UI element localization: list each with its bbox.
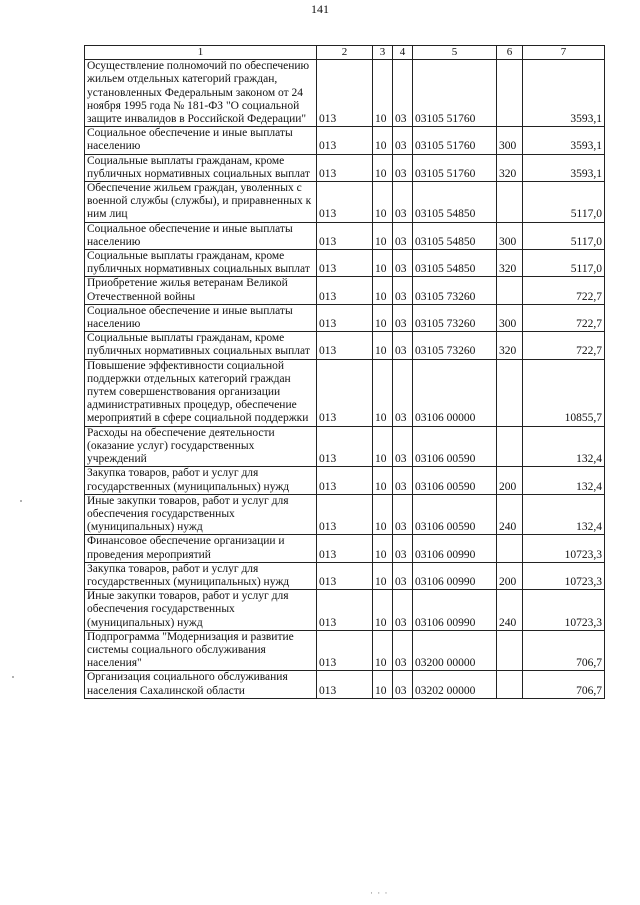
- page-number: 141: [311, 2, 329, 16]
- cell-section: 10: [373, 590, 393, 631]
- cell-expense-type: [497, 60, 523, 127]
- cell-section: 10: [373, 250, 393, 277]
- cell-amount: 3593,1: [523, 127, 605, 154]
- table-row: [85, 60, 605, 127]
- cell-name: Закупка товаров, работ и услуг для государственных (муниципальных) нужд: [85, 467, 317, 494]
- cell-expense-type: [497, 535, 523, 562]
- table-row: [85, 467, 605, 494]
- cell-amount: 3593,1: [523, 60, 605, 127]
- cell-expense-type: 200: [497, 467, 523, 494]
- cell-target-article: 03105 73260: [413, 304, 497, 331]
- cell-ministry-code: 013: [317, 494, 373, 535]
- cell-expense-type: [497, 426, 523, 467]
- cell-name: Социальное обеспечение и иные выплаты населению: [85, 127, 317, 154]
- cell-ministry-code: 013: [317, 562, 373, 589]
- table-row: [85, 304, 605, 331]
- cell-ministry-code: 013: [317, 359, 373, 426]
- cell-section: 10: [373, 222, 393, 249]
- cell-ministry-code: 013: [317, 590, 373, 631]
- cell-name: Финансовое обеспечение организации и проведения мероприятий: [85, 535, 317, 562]
- cell-amount: 132,4: [523, 467, 605, 494]
- cell-section: 10: [373, 359, 393, 426]
- table-row: [85, 277, 605, 304]
- table-row: [85, 127, 605, 154]
- cell-name: Повышение эффективности социальной поддержки отдельных категорий граждан путем совершенствования организации административных процедур, обеспечение мероприятий в сфере социальной поддержки: [85, 359, 317, 426]
- cell-name: Приобретение жилья ветеранам Великой Отечественной войны: [85, 277, 317, 304]
- cell-subsection: 03: [393, 250, 413, 277]
- cell-subsection: 03: [393, 277, 413, 304]
- cell-amount: 722,7: [523, 277, 605, 304]
- cell-expense-type: 300: [497, 222, 523, 249]
- table-row: [85, 671, 605, 698]
- cell-section: 10: [373, 332, 393, 359]
- cell-section: 10: [373, 426, 393, 467]
- cell-amount: 10723,3: [523, 535, 605, 562]
- cell-ministry-code: 013: [317, 60, 373, 127]
- cell-section: 10: [373, 154, 393, 181]
- cell-name: Иные закупки товаров, работ и услуг для обеспечения государственных (муниципальных) нужд: [85, 590, 317, 631]
- cell-expense-type: 300: [497, 304, 523, 331]
- cell-section: 10: [373, 467, 393, 494]
- header-col-4: 4: [393, 46, 413, 60]
- cell-subsection: 03: [393, 127, 413, 154]
- header-col-3: 3: [373, 46, 393, 60]
- table-row: [85, 630, 605, 671]
- cell-amount: 722,7: [523, 304, 605, 331]
- cell-section: 10: [373, 535, 393, 562]
- cell-amount: 5117,0: [523, 222, 605, 249]
- table-row: [85, 494, 605, 535]
- cell-target-article: 03106 00590: [413, 426, 497, 467]
- cell-name: Осуществление полномочий по обеспечению жильем отдельных категорий граждан, установленных Федеральным законом от 24 ноября 1995 года № 181-ФЗ "О социальной защите инвалидов в Российской Федерации": [85, 60, 317, 127]
- cell-ministry-code: 013: [317, 182, 373, 223]
- cell-section: 10: [373, 60, 393, 127]
- cell-target-article: 03106 00000: [413, 359, 497, 426]
- cell-subsection: 03: [393, 60, 413, 127]
- cell-section: 10: [373, 494, 393, 535]
- cell-target-article: 03200 00000: [413, 630, 497, 671]
- cell-ministry-code: 013: [317, 250, 373, 277]
- cell-subsection: 03: [393, 182, 413, 223]
- cell-name: Закупка товаров, работ и услуг для государственных (муниципальных) нужд: [85, 562, 317, 589]
- cell-amount: 706,7: [523, 671, 605, 698]
- table-row: [85, 359, 605, 426]
- cell-section: 10: [373, 277, 393, 304]
- table-row: [85, 182, 605, 223]
- cell-subsection: 03: [393, 304, 413, 331]
- cell-section: 10: [373, 630, 393, 671]
- cell-target-article: 03106 00990: [413, 535, 497, 562]
- table-row: [85, 590, 605, 631]
- cell-ministry-code: 013: [317, 535, 373, 562]
- table-row: [85, 222, 605, 249]
- cell-expense-type: [497, 671, 523, 698]
- cell-ministry-code: 013: [317, 332, 373, 359]
- cell-target-article: 03105 51760: [413, 60, 497, 127]
- cell-ministry-code: 013: [317, 304, 373, 331]
- header-col-1: 1: [85, 46, 317, 60]
- cell-subsection: 03: [393, 222, 413, 249]
- cell-name: Иные закупки товаров, работ и услуг для обеспечения государственных (муниципальных) нужд: [85, 494, 317, 535]
- cell-target-article: 03105 51760: [413, 127, 497, 154]
- cell-section: 10: [373, 671, 393, 698]
- cell-amount: 5117,0: [523, 182, 605, 223]
- cell-ministry-code: 013: [317, 127, 373, 154]
- cell-name: Социальное обеспечение и иные выплаты населению: [85, 222, 317, 249]
- cell-target-article: 03106 00990: [413, 590, 497, 631]
- cell-target-article: 03105 54850: [413, 182, 497, 223]
- cell-expense-type: 300: [497, 127, 523, 154]
- table-row: [85, 332, 605, 359]
- cell-amount: 132,4: [523, 494, 605, 535]
- cell-section: 10: [373, 182, 393, 223]
- cell-amount: 10723,3: [523, 590, 605, 631]
- cell-amount: 10855,7: [523, 359, 605, 426]
- cell-name: Социальные выплаты гражданам, кроме публичных нормативных социальных выплат: [85, 250, 317, 277]
- cell-expense-type: [497, 182, 523, 223]
- cell-expense-type: 320: [497, 332, 523, 359]
- cell-amount: 722,7: [523, 332, 605, 359]
- cell-name: Социальное обеспечение и иные выплаты населению: [85, 304, 317, 331]
- table-row: [85, 426, 605, 467]
- table-row: [85, 535, 605, 562]
- cell-expense-type: [497, 277, 523, 304]
- cell-subsection: 03: [393, 671, 413, 698]
- cell-target-article: 03105 54850: [413, 250, 497, 277]
- budget-table: [84, 45, 605, 699]
- cell-expense-type: [497, 359, 523, 426]
- cell-subsection: 03: [393, 494, 413, 535]
- cell-amount: 706,7: [523, 630, 605, 671]
- cell-amount: 5117,0: [523, 250, 605, 277]
- cell-ministry-code: 013: [317, 154, 373, 181]
- cell-subsection: 03: [393, 467, 413, 494]
- cell-target-article: 03105 73260: [413, 277, 497, 304]
- cell-ministry-code: 013: [317, 222, 373, 249]
- table-row: [85, 250, 605, 277]
- cell-name: Обеспечение жильем граждан, уволенных с военной службы (службы), и приравненных к ним лиц: [85, 182, 317, 223]
- cell-expense-type: 240: [497, 494, 523, 535]
- cell-subsection: 03: [393, 332, 413, 359]
- cell-name: Социальные выплаты гражданам, кроме публичных нормативных социальных выплат: [85, 154, 317, 181]
- cell-target-article: 03106 00590: [413, 467, 497, 494]
- cell-subsection: 03: [393, 562, 413, 589]
- cell-ministry-code: 013: [317, 467, 373, 494]
- header-col-6: 6: [497, 46, 523, 60]
- cell-name: Социальные выплаты гражданам, кроме публичных нормативных социальных выплат: [85, 332, 317, 359]
- cell-target-article: 03105 51760: [413, 154, 497, 181]
- cell-amount: 10723,3: [523, 562, 605, 589]
- cell-target-article: 03106 00990: [413, 562, 497, 589]
- cell-ministry-code: 013: [317, 630, 373, 671]
- cell-subsection: 03: [393, 154, 413, 181]
- scan-speck: [12, 676, 14, 678]
- cell-amount: 3593,1: [523, 154, 605, 181]
- table-row: [85, 562, 605, 589]
- cell-ministry-code: 013: [317, 671, 373, 698]
- header-col-7: 7: [523, 46, 605, 60]
- cell-section: 10: [373, 127, 393, 154]
- cell-subsection: 03: [393, 590, 413, 631]
- cell-expense-type: [497, 630, 523, 671]
- cell-target-article: 03105 73260: [413, 332, 497, 359]
- cell-target-article: 03106 00590: [413, 494, 497, 535]
- cell-target-article: 03105 54850: [413, 222, 497, 249]
- cell-name: Расходы на обеспечение деятельности (оказание услуг) государственных учреждений: [85, 426, 317, 467]
- cell-section: 10: [373, 304, 393, 331]
- cell-name: Организация социального обслуживания населения Сахалинской области: [85, 671, 317, 698]
- cell-name: Подпрограмма "Модернизация и развитие системы социального обслуживания населения": [85, 630, 317, 671]
- bleed-through-mark: · · ·: [370, 888, 389, 898]
- cell-target-article: 03202 00000: [413, 671, 497, 698]
- cell-ministry-code: 013: [317, 277, 373, 304]
- header-col-5: 5: [413, 46, 497, 60]
- header-col-2: 2: [317, 46, 373, 60]
- cell-expense-type: 240: [497, 590, 523, 631]
- cell-expense-type: 320: [497, 250, 523, 277]
- cell-amount: 132,4: [523, 426, 605, 467]
- table-row: [85, 154, 605, 181]
- cell-subsection: 03: [393, 359, 413, 426]
- cell-expense-type: 200: [497, 562, 523, 589]
- scan-speck: [20, 500, 22, 502]
- header-row: [85, 46, 605, 60]
- cell-ministry-code: 013: [317, 426, 373, 467]
- cell-subsection: 03: [393, 535, 413, 562]
- cell-expense-type: 320: [497, 154, 523, 181]
- cell-section: 10: [373, 562, 393, 589]
- cell-subsection: 03: [393, 426, 413, 467]
- cell-subsection: 03: [393, 630, 413, 671]
